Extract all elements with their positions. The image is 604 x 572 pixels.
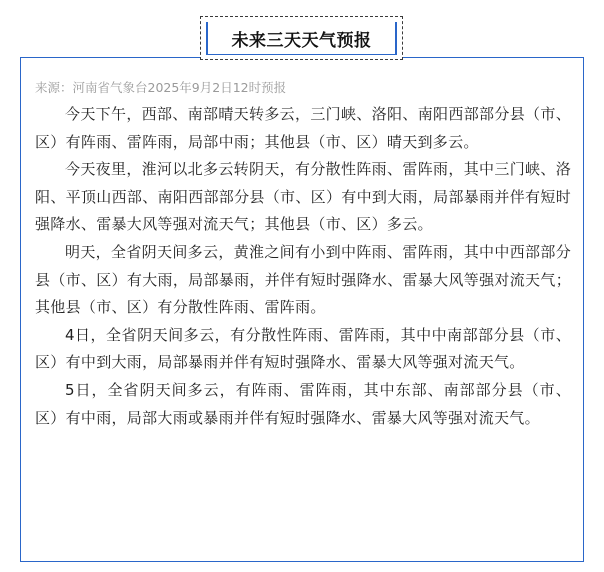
forecast-paragraph-day-4: 4日，全省阴天间多云，有分散性阵雨、雷阵雨，其中中南部部分县（市、区）有中到大雨，局部暴雨并伴有短时强降水、雷暴大风等强对流天气。: [35, 325, 571, 372]
forecast-paragraphs: [35, 101, 571, 432]
forecast-paragraph-tomorrow: 明天，全省阴天间多云，黄淮之间有小到中阵雨、雷阵雨，其中中西部部分县（市、区）有大雨，局部暴雨，并伴有短时强降水、雷暴大风等强对流天气；其他县（市、区）有分散性阵雨、雷阵雨。: [35, 242, 571, 317]
source-line: 来源：河南省气象台2025年9月2日12时预报: [35, 80, 287, 95]
forecast-paragraph-day-5: 5日，全省阴天间多云，有阵雨、雷阵雨，其中东部、南部部分县（市、区）有中雨，局部大雨或暴雨并伴有短时强降水、雷暴大风等强对流天气。: [35, 380, 571, 427]
forecast-paragraph-tonight: 今天夜里，淮河以北多云转阴天，有分散性阵雨、雷阵雨，其中三门峡、洛阳、平顶山西部、南阳西部部分县（市、区）有中到大雨，局部暴雨并伴有短时强降水、雷暴大风等强对流天气；其他县（市、区）多云。: [35, 160, 571, 234]
forecast-paragraph-today-afternoon: 今天下午，西部、南部晴天转多云，三门峡、洛阳、南阳西部部分县（市、区）有阵雨、雷阵雨，局部中雨；其他县（市、区）晴天到多云。: [35, 105, 571, 151]
forecast-content-box: [20, 57, 584, 562]
title-box: [206, 22, 397, 54]
page-title: 未来三天天气预报: [231, 30, 372, 51]
title-frame: [200, 16, 403, 60]
